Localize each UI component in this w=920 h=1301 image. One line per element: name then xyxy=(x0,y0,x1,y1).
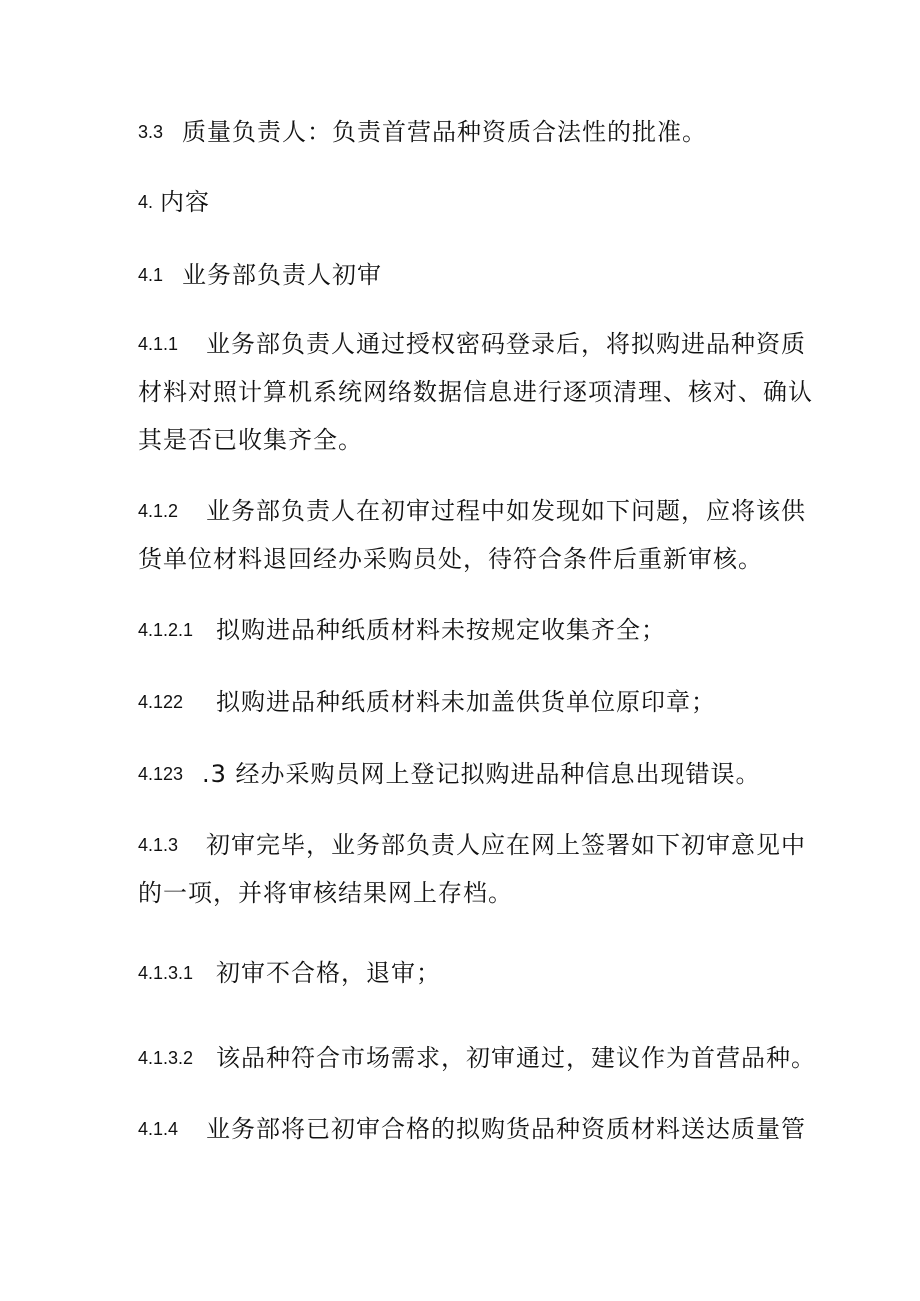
clause-4-1-4 xyxy=(138,1113,806,1145)
clause-text: 初审不合格，退审； xyxy=(216,959,441,987)
clause-4-1-2 xyxy=(138,495,806,527)
clause-text: 拟购进品种纸质材料未按规定收集齐全； xyxy=(216,616,666,644)
clause-4-1 xyxy=(138,259,382,291)
clause-number: 4.1.2 xyxy=(138,501,179,521)
clause-number: 4.122 xyxy=(138,692,184,712)
clause-text: 初审完毕，业务部负责人应在网上签署如下初审意见中 xyxy=(206,831,806,859)
clause-number: 4. xyxy=(138,192,154,212)
clause-text: 的一项，并将审核结果网上存档。 xyxy=(138,879,513,907)
clause-number: 4.1.4 xyxy=(138,1119,179,1139)
clause-number: 4.1.3.1 xyxy=(138,963,194,983)
clause-text: 业务部负责人初审 xyxy=(182,261,382,289)
clause-text: 内容 xyxy=(160,188,210,216)
clause-text: .3 经办采购员网上登记拟购进品种信息出现错误。 xyxy=(202,760,761,788)
clause-text: 质量负责人：负责首营品种资质合法性的批准。 xyxy=(182,118,707,146)
clause-4-1-3 xyxy=(138,829,806,861)
clause-number: 4.1.3 xyxy=(138,835,179,855)
clause-4-1-2-3 xyxy=(138,758,761,790)
clause-number: 4.1.2.1 xyxy=(138,620,194,640)
clause-4-1-1-line-2 xyxy=(138,376,813,408)
clause-text: 其是否已收集齐全。 xyxy=(138,426,363,454)
clause-4-1-3-2 xyxy=(138,1042,816,1074)
clause-4-1-3-1 xyxy=(138,957,441,989)
clause-3-3 xyxy=(138,116,707,148)
clause-text: 业务部将已初审合格的拟购货品种资质材料送达质量管 xyxy=(206,1115,806,1143)
clause-text: 业务部负责人在初审过程中如发现如下问题，应将该供 xyxy=(206,497,806,525)
clause-number: 3.3 xyxy=(138,122,164,142)
clause-number: 4.1 xyxy=(138,265,164,285)
clause-number: 4.1.3.2 xyxy=(138,1048,194,1068)
clause-text: 业务部负责人通过授权密码登录后，将拟购进品种资质 xyxy=(206,330,806,358)
clause-text: 该品种符合市场需求，初审通过，建议作为首营品种。 xyxy=(216,1044,816,1072)
clause-4-1-3-line-2 xyxy=(138,877,513,909)
clause-4-1-1-line-3 xyxy=(138,424,363,456)
clause-text: 货单位材料退回经办采购员处，待符合条件后重新审核。 xyxy=(138,545,763,573)
clause-number: 4.1.1 xyxy=(138,334,179,354)
clause-text: 拟购进品种纸质材料未加盖供货单位原印章； xyxy=(216,688,716,716)
clause-4-1-2-2 xyxy=(138,686,716,718)
clause-4-1-1 xyxy=(138,328,806,360)
clause-4-1-2-line-2 xyxy=(138,543,763,575)
clause-number: 4.123 xyxy=(138,764,184,784)
clause-4 xyxy=(138,186,210,218)
clause-4-1-2-1 xyxy=(138,614,666,646)
clause-text: 材料对照计算机系统网络数据信息进行逐项清理、核对、确认 xyxy=(138,378,813,406)
